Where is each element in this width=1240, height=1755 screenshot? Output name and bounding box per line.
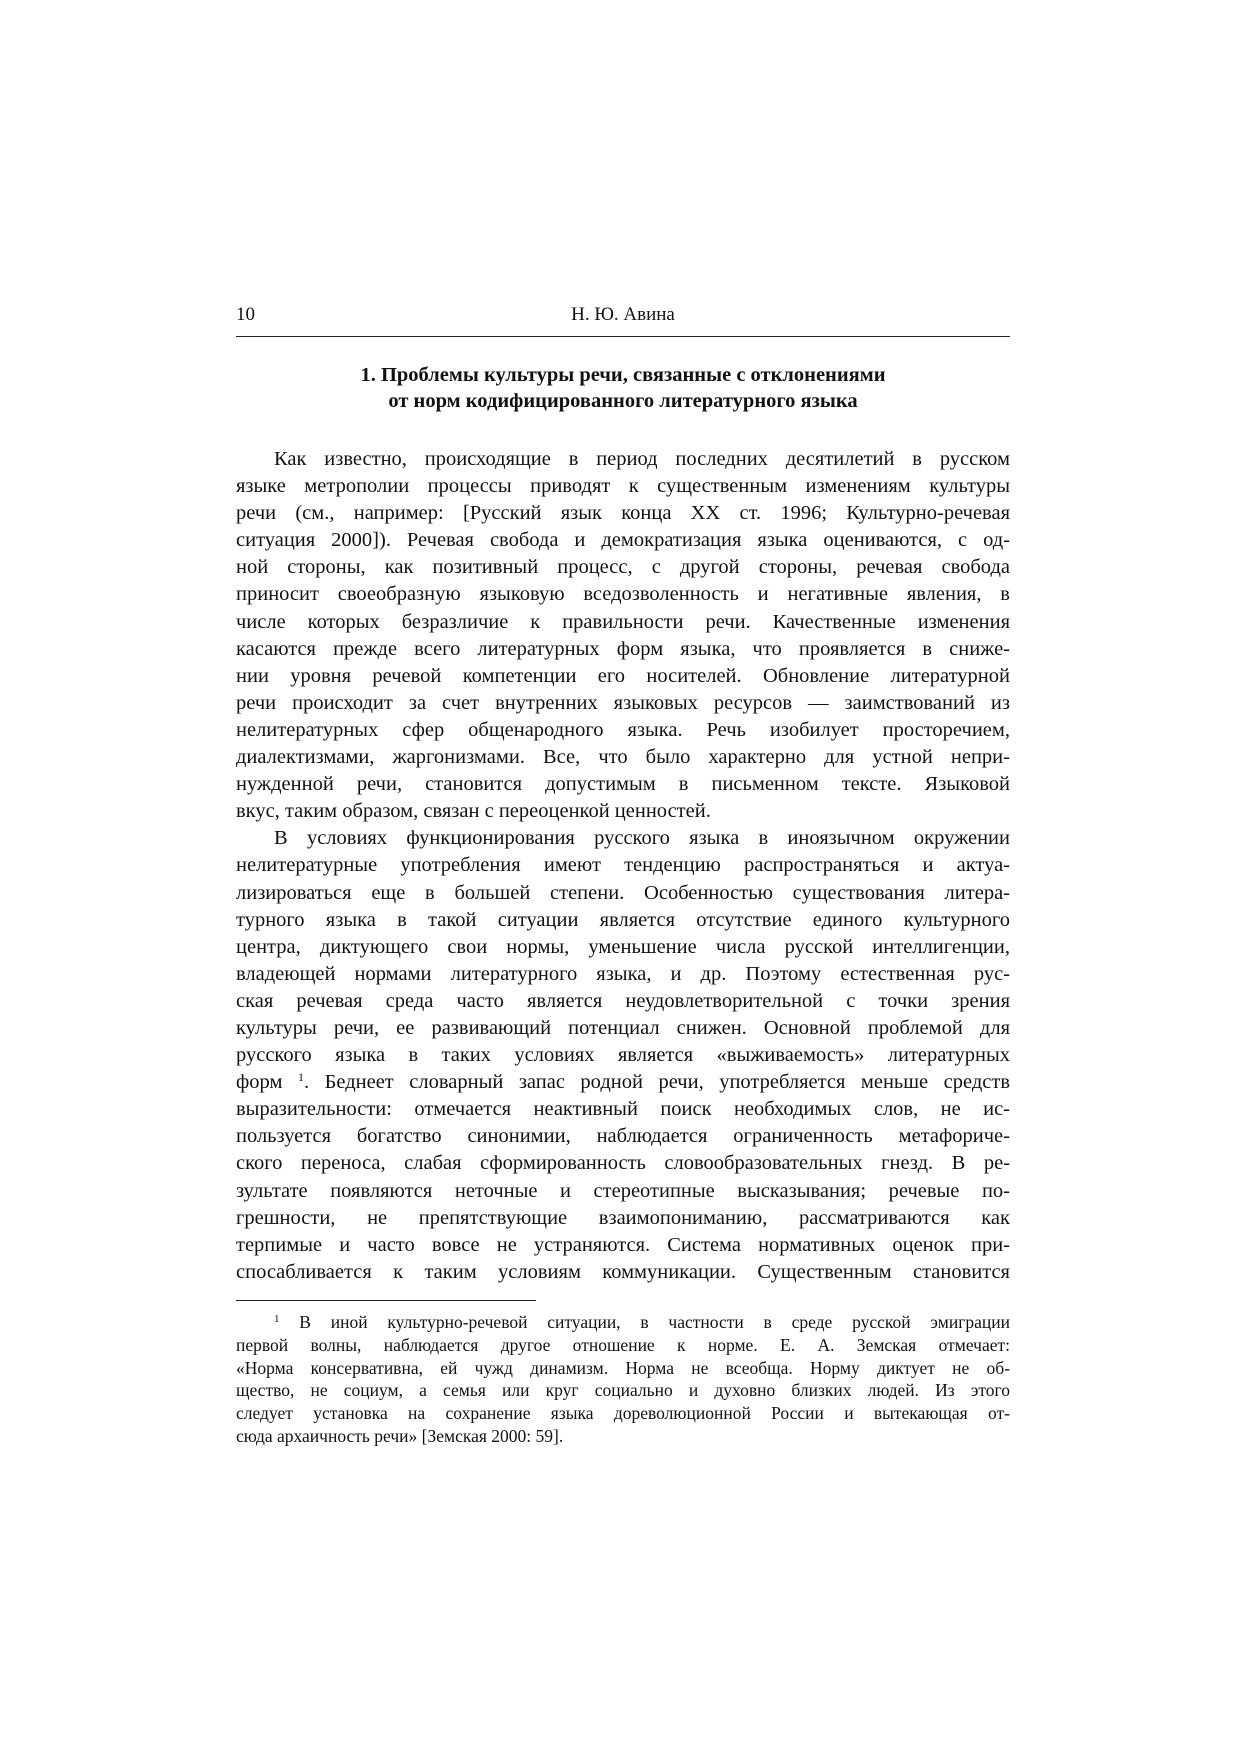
text-line: числе которых безразличие к правильности речи. Качественные изменения [236, 610, 1010, 633]
text-line: диалектизмами, жаргонизмами. Все, что было характерно для устной непри- [236, 746, 1010, 769]
text-line: турного языка в такой ситуации является отсутствие единого культурного [236, 908, 1010, 931]
text-line: пользуется богатство синонимии, наблюдается ограниченность метафориче- [236, 1125, 1010, 1148]
text-line: Как известно, происходящие в период последних десятилетий в русском [274, 448, 1010, 470]
text-line: русского языка в таких условиях является «выживаемость» литературных [236, 1044, 1010, 1067]
footnote-marker: 1 [274, 1313, 280, 1325]
text-line: ситуация 2000]). Речевая свобода и демократизация языка оцениваются, с од- [236, 529, 1010, 552]
paragraph-1 [236, 446, 1010, 825]
text-line: нелитературные употребления имеют тенденцию распространяться и актуа- [236, 854, 1010, 877]
text-line: владеющей нормами литературного языка, и др. Поэтому естественная рус- [236, 962, 1010, 985]
text-line: языке метрополии процессы приводят к существенным изменениям культуры [236, 475, 1010, 498]
body-text [236, 446, 1010, 1286]
text-line: грешности, не препятствующие взаимопониманию, рассматриваются как [236, 1206, 1010, 1229]
footnote-line: следует установка на сохранение языка дореволюционной России и вытекающая от- [236, 1403, 1010, 1424]
text-line: ская речевая среда часто является неудовлетворительной с точки зрения [236, 989, 1010, 1012]
section-heading-line: от норм кодифицированного литературного языка [388, 390, 858, 412]
section-heading-line: 1. Проблемы культуры речи, связанные с отклонениями [360, 364, 886, 386]
text-line: касаются прежде всего литературных форм языка, что проявляется в сниже- [236, 637, 1010, 660]
text-fragment: форм [236, 1071, 283, 1094]
text-line: ского переноса, слабая сформированность словообразовательных гнезд. В ре- [236, 1152, 1010, 1175]
text-line: нии уровня речевой компетенции его носителей. Обновление литературной [236, 664, 1010, 687]
text-line-with-footnote [236, 1069, 1010, 1096]
text-line: вкус, таким образом, связан с переоценкой ценностей. [236, 800, 711, 823]
footnote-divider [236, 1300, 536, 1301]
page-header [236, 300, 1010, 337]
footnote-line [236, 1311, 1010, 1334]
paragraph-2 [236, 825, 1010, 1286]
page-number: 10 [236, 304, 255, 325]
footnote-line: сюда архаичность речи» [Земская 2000: 59]. [236, 1425, 564, 1446]
text-line: приносит своеобразную языковую вседозволенность и негативные явления, в [236, 583, 1010, 606]
running-title: Н. Ю. Авина [571, 304, 675, 325]
text-line: зультате появляются неточные и стереотипные высказывания; речевые по- [236, 1179, 1010, 1202]
footnote-line: «Норма консервативна, ей чужд динамизм. Норма не всеобща. Норму диктует не об- [236, 1357, 1010, 1378]
footnote-text: В иной культурно-речевой ситуации, в частности в среде русской эмиграции [299, 1312, 1011, 1332]
text-line: речи происходит за счет внутренних языковых ресурсов — заимствований из [236, 691, 1010, 714]
text-line: спосабливается к таким условиям коммуникации. Существенным становится [236, 1260, 1010, 1283]
text-line: В условиях функционирования русского языка в иноязычном окружении [274, 827, 1010, 850]
text-line: ной стороны, как позитивный процесс, с другой стороны, речевая свобода [236, 556, 1010, 579]
text-line: терпимые и часто вовсе не устраняются. Система нормативных оценок при- [236, 1233, 1010, 1256]
footnote-line: первой волны, наблюдается другое отношение к норме. Е. А. Земская отмечает: [236, 1334, 1010, 1355]
section-heading [236, 362, 1010, 414]
text-line: нужденной речи, становится допустимым в письменном тексте. Языковой [236, 773, 1010, 796]
text-line: нелитературных сфер общенародного языка. Речь изобилует просторечием, [236, 718, 1010, 741]
footnote [236, 1311, 1010, 1448]
text-line: лизироваться еще в большей степени. Особенностью существования литера- [236, 881, 1010, 904]
footnote-line: щество, не социум, а семья или круг социально и духовно близких людей. Из этого [236, 1380, 1010, 1401]
text-line: выразительности: отмечается неактивный поиск необходимых слов, не ис- [236, 1098, 1010, 1121]
text-line: культуры речи, ее развивающий потенциал снижен. Основной проблемой для [236, 1016, 1010, 1039]
text-line: центра, диктующего свои нормы, уменьшение числа русской интеллигенции, [236, 935, 1010, 958]
text-line: речи (см., например: [Русский язык конца XX ст. 1996; Культурно-речевая [236, 502, 1010, 525]
text-fragment: . Беднеет словарный запас родной речи, употребляется меньше средств [303, 1071, 1011, 1094]
footnote-reference[interactable]: 1 [297, 1070, 304, 1085]
